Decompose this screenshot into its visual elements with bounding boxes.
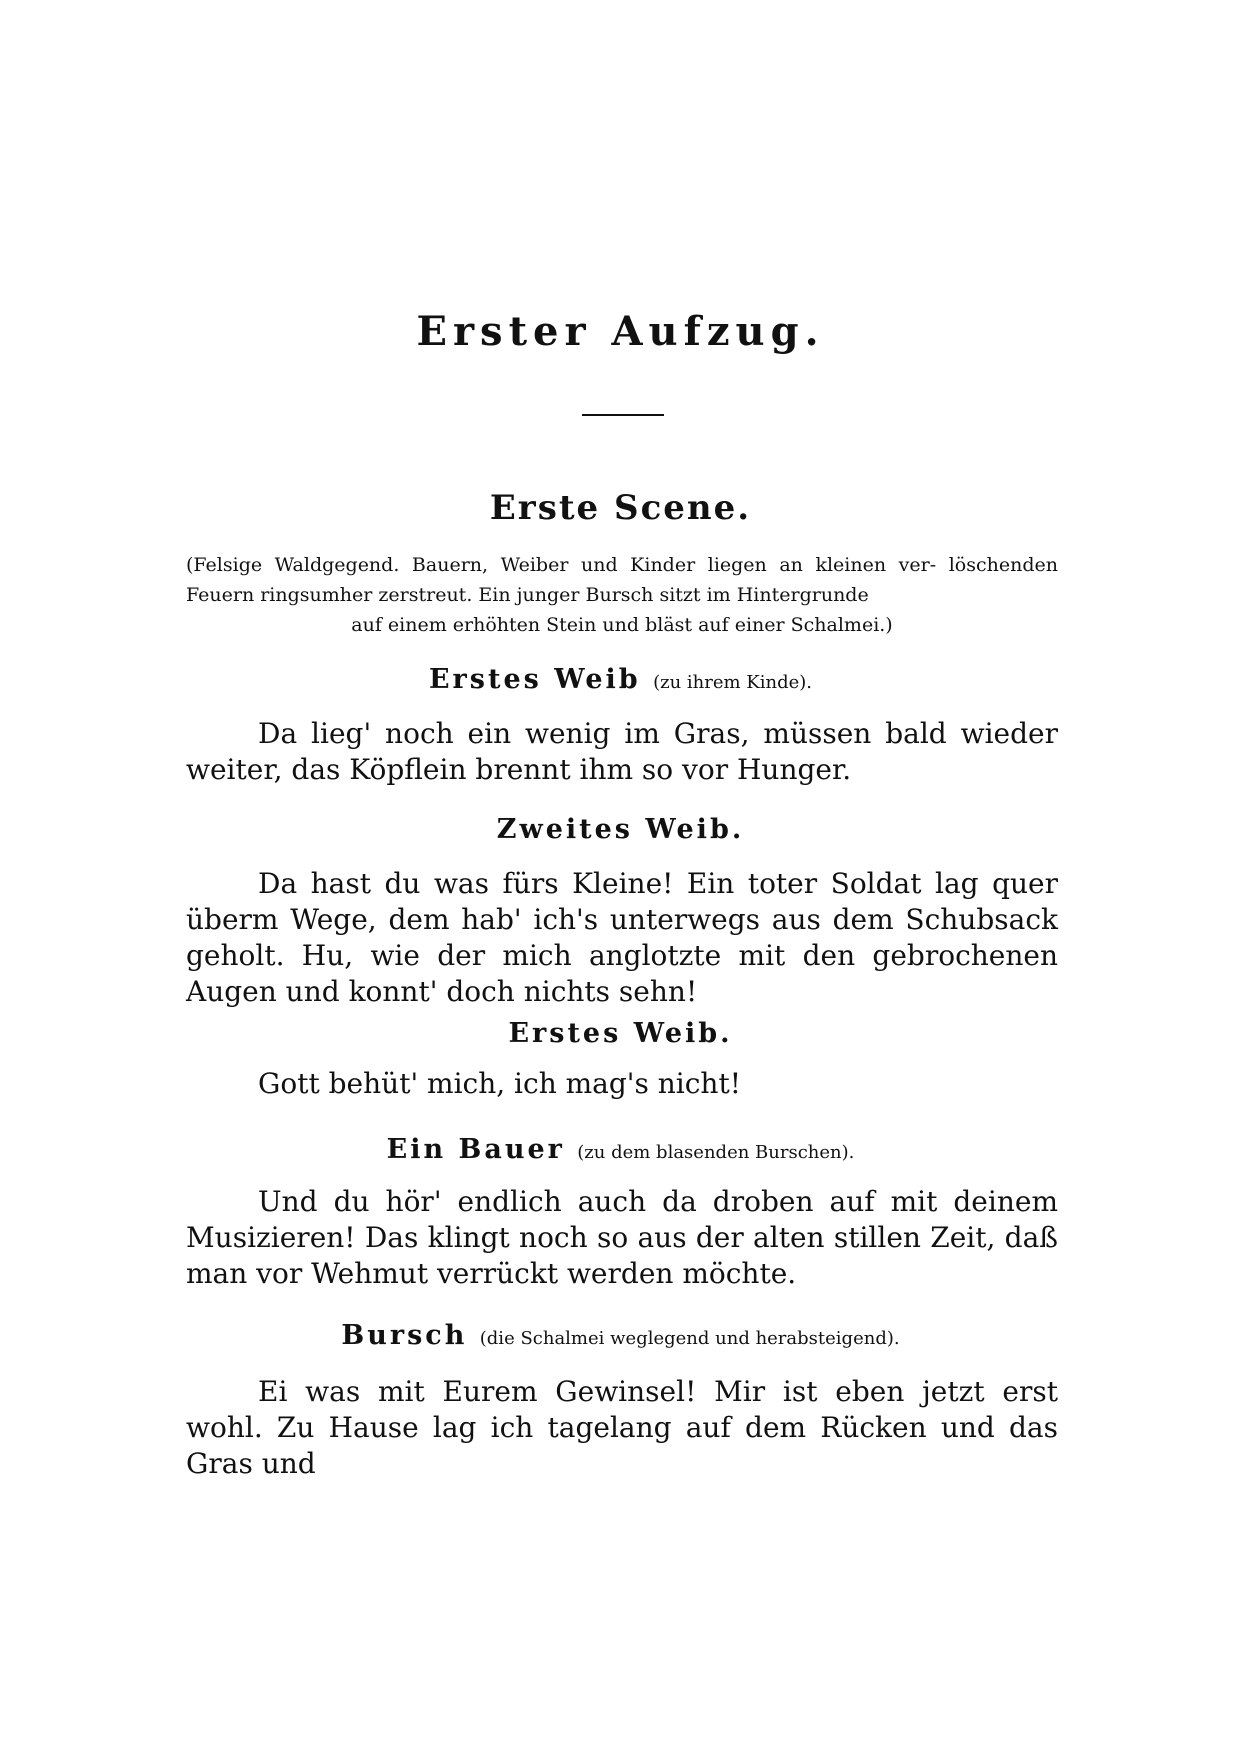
- speaker-heading: [0, 1320, 1241, 1351]
- speech-text: Da lieg' noch ein wenig im Gras, müssen bald wieder weiter, das Köpflein brennt ihm so vor Hunger.: [186, 717, 1058, 786]
- speaker-name: Ein Bauer: [386, 1134, 565, 1165]
- act-title: Erster Aufzug.: [416, 308, 825, 355]
- speech-text: Ei was mit Eurem Gewinsel! Mir ist eben jetzt erst wohl. Zu Hause lag ich tagelang auf dem Rücken und das Gras und: [186, 1375, 1058, 1480]
- speaker-direction: (die Schalmei weglegend und herabsteigend).: [479, 1328, 900, 1349]
- speaker-name: Erstes Weib: [428, 664, 641, 695]
- speaker-heading: [0, 814, 1241, 845]
- speaker-direction: (zu dem blasenden Burschen).: [577, 1142, 855, 1163]
- speech-text: Und du hör' endlich auch da droben auf mit deinem Musizieren! Das klingt noch so aus der alten stillen Zeit, daß man vor Wehmut verrückt werden möchte.: [186, 1185, 1058, 1290]
- speaker-heading: [0, 664, 1241, 695]
- speaker-name: Zweites Weib.: [496, 814, 745, 845]
- speaker-heading: [0, 1134, 1241, 1165]
- title-divider: [582, 414, 664, 416]
- speech-text: Gott behüt' mich, ich mag's nicht!: [258, 1067, 741, 1100]
- speech-text: Da hast du was fürs Kleine! Ein toter Soldat lag quer überm Wege, dem hab' ich's unterwegs aus dem Schubsack geholt. Hu, wie der mich anglotzte mit den gebrochenen Augen und konnt' doch nichts sehn!: [186, 867, 1058, 1008]
- stage-direction-line: auf einem erhöhten Stein und bläst auf einer Schalmei.): [351, 614, 893, 636]
- stage-direction: [186, 550, 1058, 640]
- stage-direction-line: (Felsige Waldgegend. Bauern, Weiber und Kinder liegen an kleinen ver-: [186, 554, 937, 576]
- speaker-name: Bursch: [341, 1320, 468, 1351]
- speaker-name: Erstes Weib.: [508, 1018, 733, 1049]
- scene-title: Erste Scene.: [489, 488, 752, 528]
- stage-direction-line: löschenden Feuern ringsumher zerstreut. Ein junger Bursch sitzt im Hintergrunde: [186, 554, 1059, 606]
- speaker-direction: (zu ihrem Kinde).: [653, 672, 813, 693]
- speaker-heading: [0, 1018, 1241, 1049]
